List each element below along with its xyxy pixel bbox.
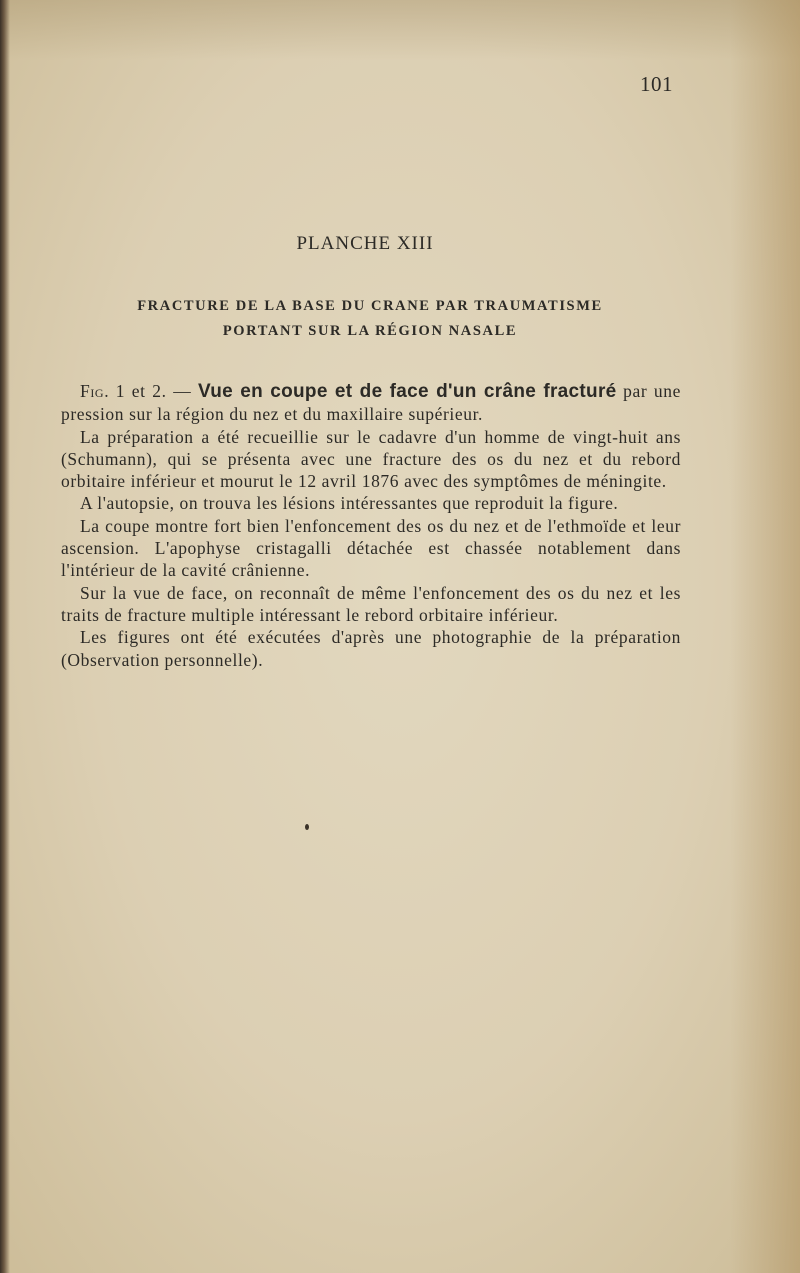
paragraph-preparation: La préparation a été recueillie sur le cadavre d'un homme de vingt-huit ans (Schumann), qui se présenta avec une fracture des os du nez et du rebord orbitaire inférieur et mourut le 12 avril 1876 avec des symptômes de méningite. [61,426,681,492]
subtitle-line-2: PORTANT SUR LA RÉGION NASALE [222,323,518,339]
figure-numbers: 1 et 2. — [109,381,198,401]
figure-label: Fig. [80,381,110,401]
ink-speck [305,824,309,830]
paragraph-section-view: La coupe montre fort bien l'enfoncement des os du nez et de l'ethmoïde et leur ascension. L'apophyse cristagalli détachée est chassée notablement dans l'intérieur de la cavité crânienne. [61,515,681,581]
paragraph-front-view: Sur la vue de face, on reconnaît de même l'enfoncement des os du nez et les traits de fracture multiple intéressant le rebord orbitaire inférieur. [61,582,681,625]
paragraph-figures-source: Les figures ont été exécutées d'après une photographie de la préparation (Observation personnelle). [61,627,681,670]
plate-subtitle [60,294,680,344]
paragraph-autopsy: A l'autopsie, on trouva les lésions intéressantes que reproduit la figure. [80,493,619,514]
page-aging-top [0,0,800,60]
figure-caption-paragraph [61,380,681,426]
page-aging-right [730,0,800,1273]
page-binding-edge [0,0,10,1273]
figure-heading: Vue en coupe et de face d'un crâne fracturé [197,381,617,402]
plate-title: PLANCHE XIII [296,233,434,254]
plate-description [61,380,681,671]
page-number: 101 [640,72,673,96]
figure-heading-continuation: par une pression sur la région du nez et du maxillaire supérieur. [61,381,681,425]
subtitle-line-1: FRACTURE DE LA BASE DU CRANE PAR TRAUMATISME [137,298,603,314]
